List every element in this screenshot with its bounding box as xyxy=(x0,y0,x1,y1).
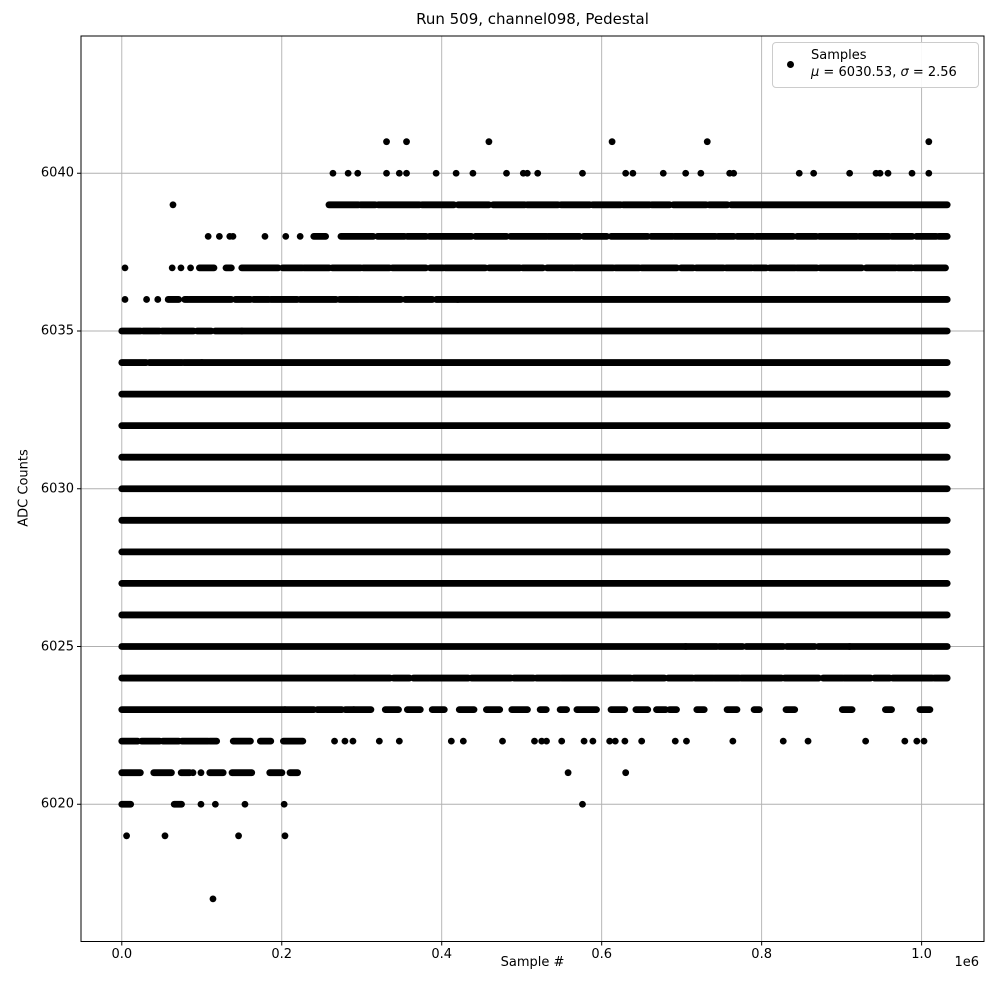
scatter-dot xyxy=(383,138,390,145)
scatter-dot xyxy=(210,896,217,903)
scatter-band-sparse xyxy=(882,706,895,713)
scatter-dot xyxy=(609,138,616,145)
y-tick-label: 6020 xyxy=(40,796,74,812)
scatter-band-dense xyxy=(326,201,362,208)
x-tick-label: 0.2 xyxy=(271,947,293,962)
scatter-band-dense xyxy=(794,233,820,240)
scatter-dot xyxy=(810,170,817,177)
scatter-dot xyxy=(499,738,506,745)
y-tick-label: 6030 xyxy=(40,481,74,497)
scatter-band-dense xyxy=(558,201,594,208)
scatter-dot xyxy=(925,170,932,177)
scatter-dot xyxy=(216,233,223,240)
scatter-dot xyxy=(729,738,736,745)
scatter-band-dense xyxy=(817,264,865,271)
scatter-band-dense xyxy=(186,296,234,303)
scatter-band-dense xyxy=(781,675,822,682)
scatter-dot xyxy=(242,801,249,808)
scatter-band-clusters xyxy=(608,706,628,713)
scatter-band-dense xyxy=(511,675,537,682)
scatter-band-dense xyxy=(468,675,514,682)
scatter-dot xyxy=(198,801,205,808)
scatter-band-solid xyxy=(198,359,950,366)
scatter-dot xyxy=(331,738,338,745)
scatter-band-dense xyxy=(716,643,746,650)
scatter-dot xyxy=(565,769,572,776)
scatter-band-clusters xyxy=(206,769,226,776)
scatter-band-dense xyxy=(580,233,610,240)
scatter-dot xyxy=(330,170,337,177)
scatter-band-dense xyxy=(118,359,149,366)
scatter-band-clusters xyxy=(537,706,550,713)
scatter-dot xyxy=(262,233,269,240)
scatter-dot xyxy=(170,201,177,208)
scatter-band-dense xyxy=(519,264,546,271)
scatter-band-solid xyxy=(846,643,950,650)
scatter-dot xyxy=(460,738,467,745)
scatter-dot xyxy=(403,138,410,145)
scatter-band-sparse xyxy=(693,706,707,713)
scatter-band-dense xyxy=(599,675,634,682)
sigma-symbol: σ xyxy=(900,65,909,80)
scatter-dot xyxy=(187,264,194,271)
scatter-band-dense xyxy=(648,201,673,208)
scatter-band-dense xyxy=(743,643,787,650)
scatter-band-solid xyxy=(118,675,358,682)
scatter-band-clusters xyxy=(574,706,600,713)
mu-value: = 6030.53, xyxy=(819,65,901,80)
scatter-dot xyxy=(198,769,205,776)
scatter-band-solid xyxy=(118,517,950,524)
chart-title: Run 509, channel098, Pedestal xyxy=(416,10,649,28)
scatter-dot xyxy=(638,738,645,745)
scatter-dot xyxy=(448,738,455,745)
scatter-band-sparse xyxy=(724,706,741,713)
scatter-band-dense xyxy=(238,264,281,271)
scatter-band-solid xyxy=(118,485,950,492)
x-tick-label: 0.6 xyxy=(591,947,613,962)
scatter-band-dense xyxy=(472,233,510,240)
x-tick-label: 0.4 xyxy=(431,947,453,962)
scatter-band-dense xyxy=(783,643,818,650)
scatter-band-clusters xyxy=(196,264,217,271)
scatter-band-dense xyxy=(314,706,345,713)
scatter-dot xyxy=(846,170,853,177)
scatter-band-clusters xyxy=(223,264,235,271)
scatter-dot xyxy=(901,738,908,745)
y-axis-label: ADC Counts xyxy=(16,449,32,527)
scatter-band-clusters xyxy=(257,738,274,745)
scatter-band-dense xyxy=(572,264,617,271)
scatter-band-solid xyxy=(118,706,288,713)
scatter-dot xyxy=(178,264,185,271)
scatter-band-dense xyxy=(670,201,710,208)
scatter-dot xyxy=(629,170,636,177)
scatter-dot xyxy=(470,170,477,177)
scatter-band-dense xyxy=(374,233,408,240)
scatter-dot xyxy=(453,170,460,177)
scatter-band-clusters xyxy=(165,296,182,303)
scatter-band-clusters xyxy=(287,769,301,776)
scatter-band-dense xyxy=(146,359,185,366)
scatter-dot xyxy=(805,738,812,745)
scatter-dot xyxy=(190,769,197,776)
scatter-band-solid xyxy=(238,328,950,335)
scatter-dot xyxy=(877,170,884,177)
scatter-dot xyxy=(396,738,403,745)
y-tick-label: 6040 xyxy=(40,165,74,181)
scatter-dot xyxy=(524,170,531,177)
scatter-band-clusters xyxy=(557,706,570,713)
scatter-band-dense xyxy=(816,233,860,240)
scatter-dot xyxy=(122,296,129,303)
scatter-band-solid xyxy=(118,643,689,650)
scatter-band-solid xyxy=(118,612,950,619)
scatter-dot xyxy=(297,233,304,240)
scatter-band-clusters xyxy=(150,769,174,776)
scatter-dot xyxy=(123,832,130,839)
scatter-band-dense xyxy=(455,201,493,208)
scatter-band-dense xyxy=(711,675,742,682)
scatter-band-dense xyxy=(738,675,785,682)
scatter-band-dense xyxy=(620,201,653,208)
scatter-band-dense xyxy=(418,201,457,208)
scatter-band-clusters xyxy=(633,706,652,713)
scatter-band-solid xyxy=(118,422,950,429)
scatter-band-dense xyxy=(360,264,393,271)
scatter-band-clusters xyxy=(310,233,329,240)
scatter-band-dense xyxy=(889,675,935,682)
scatter-dot xyxy=(235,832,242,839)
scatter-band-dense xyxy=(194,328,215,335)
scatter-dot xyxy=(579,170,586,177)
scatter-dot xyxy=(169,264,176,271)
scatter-band-dense xyxy=(841,675,874,682)
scatter-band-clusters xyxy=(404,706,424,713)
scatter-band-clusters xyxy=(266,769,285,776)
scatter-dot xyxy=(683,738,690,745)
scatter-band-dense xyxy=(389,264,429,271)
scatter-band-clusters xyxy=(483,706,503,713)
scatter-band-dense xyxy=(935,233,950,240)
scatter-band-dense xyxy=(793,264,820,271)
scatter-dot xyxy=(704,138,711,145)
scatter-dot xyxy=(281,801,288,808)
scatter-band-dense xyxy=(297,296,340,303)
scatter-dot xyxy=(622,170,629,177)
scatter-dot xyxy=(531,738,538,745)
scatter-band-dense xyxy=(608,233,651,240)
x-tick-label: 1.0 xyxy=(911,947,932,962)
scatter-band-dense xyxy=(612,264,642,271)
scatter-band-dense xyxy=(301,264,333,271)
x-tick-label: 0.0 xyxy=(111,947,133,962)
legend-label-samples: Samples xyxy=(811,48,867,63)
scatter-dot xyxy=(780,738,787,745)
scatter-band-sparse xyxy=(666,706,680,713)
x-axis-label: Sample # xyxy=(500,955,565,970)
scatter-dot xyxy=(622,769,629,776)
scatter-band-clusters xyxy=(508,706,530,713)
y-tick-label: 6025 xyxy=(40,639,74,654)
scatter-dot xyxy=(682,170,689,177)
scatter-dot xyxy=(282,832,289,839)
scatter-band-dense xyxy=(404,233,430,240)
scatter-band-dense xyxy=(630,675,668,682)
scatter-band-dense xyxy=(665,675,696,682)
scatter-dot xyxy=(796,170,803,177)
scatter-band-clusters xyxy=(382,706,402,713)
scatter-band-dense xyxy=(118,738,141,745)
scatter-band-solid xyxy=(118,454,950,461)
scatter-band-dense xyxy=(931,675,951,682)
y-tick-label: 6035 xyxy=(40,323,74,339)
scatter-dot xyxy=(621,738,628,745)
scatter-band-dense xyxy=(338,233,377,240)
scatter-dot xyxy=(612,738,619,745)
scatter-dot xyxy=(589,738,596,745)
scatter-dot xyxy=(342,738,349,745)
scatter-dot xyxy=(162,832,169,839)
legend-box xyxy=(772,42,979,88)
scatter-band-solid xyxy=(454,296,950,303)
scatter-dot xyxy=(230,233,237,240)
scatter-band-dense xyxy=(545,233,583,240)
mu-symbol: μ xyxy=(811,65,820,80)
scatter-band-dense xyxy=(507,233,550,240)
scatter-dot xyxy=(925,138,932,145)
scatter-band-dense xyxy=(375,201,423,208)
legend-text xyxy=(811,47,957,81)
scatter-band-dense xyxy=(888,233,915,240)
scatter-band-sparse xyxy=(783,706,798,713)
scatter-band-dense xyxy=(524,201,562,208)
scatter-band-dense xyxy=(351,675,393,682)
scatter-dot xyxy=(730,170,737,177)
scatter-dot xyxy=(212,801,219,808)
scatter-band-sparse xyxy=(118,801,134,808)
scatter-band-sparse xyxy=(917,706,934,713)
legend-stats xyxy=(811,64,957,81)
sigma-value: = 2.56 xyxy=(908,65,957,80)
scatter-band-clusters xyxy=(206,738,220,745)
scatter-dot xyxy=(143,296,150,303)
scatter-band-clusters xyxy=(118,769,143,776)
scatter-dot xyxy=(885,170,892,177)
scatter-band-dense xyxy=(267,296,300,303)
scatter-band-dense xyxy=(723,264,755,271)
scatter-dot xyxy=(205,233,212,240)
scatter-band-sparse xyxy=(751,706,763,713)
scatter-band-dense xyxy=(490,201,528,208)
scatter-band-dense xyxy=(426,233,475,240)
scatter-band-dense xyxy=(544,264,577,271)
scatter-dot xyxy=(672,738,679,745)
scatter-band-dense xyxy=(390,675,413,682)
scatter-dot xyxy=(345,170,352,177)
samples-marker-icon xyxy=(787,61,794,68)
scatter-band-solid xyxy=(758,201,950,208)
scatter-band-dense xyxy=(282,706,318,713)
x-tick-label: 0.8 xyxy=(751,947,772,962)
scatter-band-sparse xyxy=(171,801,185,808)
scatter-dot xyxy=(154,296,161,303)
scatter-dot xyxy=(581,738,588,745)
scatter-band-dense xyxy=(693,264,727,271)
scatter-dot xyxy=(862,738,869,745)
scatter-dot xyxy=(921,738,928,745)
scatter-band-clusters xyxy=(230,738,254,745)
scatter-band-dense xyxy=(486,264,524,271)
scatter-dot xyxy=(697,170,704,177)
scatter-band-dense xyxy=(558,675,603,682)
scatter-band-dense xyxy=(402,296,436,303)
scatter-band-dense xyxy=(329,264,364,271)
scatter-band-clusters xyxy=(456,706,477,713)
scatter-band-solid xyxy=(118,548,950,555)
scatter-band-dense xyxy=(671,233,719,240)
scatter-band-dense xyxy=(442,264,489,271)
scatter-dot xyxy=(660,170,667,177)
scatter-band-dense xyxy=(638,264,680,271)
scatter-dot xyxy=(376,738,383,745)
scatter-dot xyxy=(503,170,510,177)
scatter-dot xyxy=(282,233,289,240)
scatter-band-dense xyxy=(357,296,405,303)
scatter-dot xyxy=(909,170,916,177)
scatter-band-clusters xyxy=(229,769,255,776)
scatter-dot xyxy=(396,170,403,177)
scatter-band-clusters xyxy=(280,738,306,745)
scatter-dot xyxy=(354,170,361,177)
scatter-band-solid xyxy=(118,391,950,398)
scatter-dot xyxy=(558,738,565,745)
scatter-dot xyxy=(122,264,129,271)
scatter-dot xyxy=(543,738,550,745)
scatter-band-clusters xyxy=(429,706,448,713)
scatter-dot xyxy=(534,170,541,177)
x-axis-offset-text: 1e6 xyxy=(954,955,979,970)
scatter-band-dense xyxy=(856,233,893,240)
scatter-dot xyxy=(350,738,357,745)
scatter-dot xyxy=(433,170,440,177)
scatter-band-dense xyxy=(427,675,471,682)
scatter-band-dense xyxy=(863,264,899,271)
scatter-dot xyxy=(913,738,920,745)
scatter-band-dense xyxy=(138,738,163,745)
scatter-band-sparse xyxy=(839,706,856,713)
scatter-band-dense xyxy=(753,233,797,240)
scatter-dot xyxy=(579,801,586,808)
scatter-band-dense xyxy=(682,643,720,650)
scatter-dot xyxy=(383,170,390,177)
scatter-band-dense xyxy=(589,201,624,208)
scatter-dot xyxy=(403,170,410,177)
scatter-band-solid xyxy=(118,580,950,587)
scatter-band-clusters xyxy=(350,706,374,713)
scatter-band-dense xyxy=(159,328,197,335)
scatter-dot xyxy=(486,138,493,145)
scatter-band-dense xyxy=(706,201,731,208)
scatter-band-dense xyxy=(911,264,949,271)
